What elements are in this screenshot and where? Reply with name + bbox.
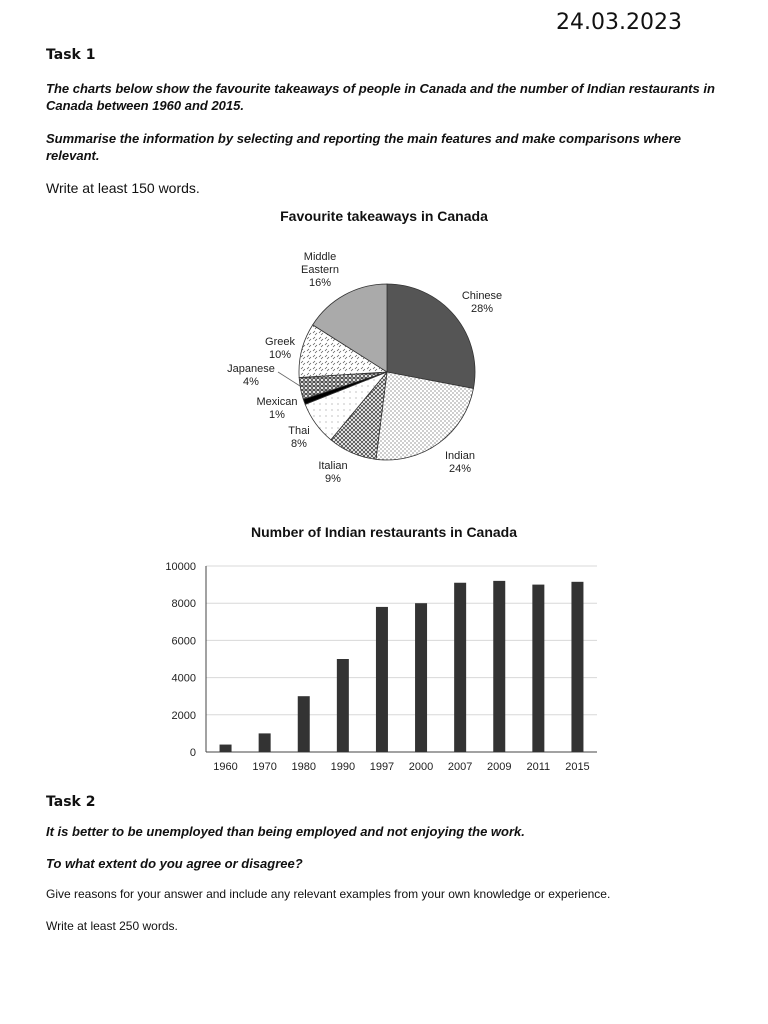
pie-label-greek: Greek <box>265 336 295 348</box>
pie-label-middle-eastern-2: Eastern <box>301 264 339 276</box>
pie-label-mexican: Mexican <box>256 396 298 408</box>
bar-xtick-1990: 1990 <box>330 761 356 773</box>
bar-ytick-10000: 10000 <box>165 561 196 573</box>
pie-pct-japanese: 4% <box>243 376 259 388</box>
bar-1997 <box>376 607 388 752</box>
pie-label-japanese: Japanese <box>227 363 275 375</box>
pie-chart-title: Favourite takeaways in Canada <box>280 208 488 224</box>
pie-pct-thai: 8% <box>291 438 307 450</box>
bar-ytick-0: 0 <box>189 747 196 759</box>
task2-question: To what extent do you agree or disagree? <box>46 856 303 871</box>
bar-xtick-1980: 1980 <box>291 761 316 773</box>
bar-2000 <box>415 603 427 752</box>
bar-ytick-8000: 8000 <box>171 598 196 611</box>
bar-2011 <box>532 585 544 752</box>
bar-xtick-1997: 1997 <box>369 761 395 773</box>
pie-label-indian: Indian <box>445 450 475 462</box>
pie-pct-italian: 9% <box>325 473 341 485</box>
bar-xtick-1970: 1970 <box>252 761 277 773</box>
bar-1990 <box>337 659 349 752</box>
bar-xtick-2000: 2000 <box>408 761 434 773</box>
bar-ytick-2000: 2000 <box>171 709 196 722</box>
bar-xtick-2015: 2015 <box>565 761 590 773</box>
bar-ytick-4000: 4000 <box>171 672 196 685</box>
pie-label-chinese: Chinese <box>461 290 503 302</box>
bar-ytick-6000: 6000 <box>171 635 196 648</box>
bar-1980 <box>298 696 310 752</box>
pie-label-italian: Italian <box>318 460 348 472</box>
pie-pct-middle-eastern: 16% <box>308 277 332 289</box>
task2-heading: Task 2 <box>46 794 96 810</box>
pie-pct-mexican: 1% <box>269 409 285 421</box>
task2-word-count: Write at least 250 words. <box>46 919 178 933</box>
task1-prompt: The charts below show the favourite takeaways of people in Canada and the number of Indian restaurants in Canada between 1960 and 2015. <box>46 81 715 113</box>
pie-label-thai: Thai <box>288 425 310 437</box>
bar-2009 <box>493 581 505 752</box>
pie-pct-greek: 10% <box>268 349 292 361</box>
bar-1960 <box>220 745 232 752</box>
bar-1970 <box>259 733 271 752</box>
bar-chart-title: Number of Indian restaurants in Canada <box>250 524 518 540</box>
bar-xtick-1960: 1960 <box>213 761 238 773</box>
task1-instruction: Summarise the information by selecting and reporting the main features and make comparisons where relevant. <box>46 131 681 163</box>
bar-xtick-2007: 2007 <box>447 761 473 773</box>
bar-2015 <box>571 582 583 752</box>
task1-word-count: Write at least 150 words. <box>46 180 200 196</box>
task1-heading: Task 1 <box>46 47 96 63</box>
pie-pct-chinese: 28% <box>470 303 494 315</box>
pie-label-middle-eastern-1: Middle <box>303 251 337 263</box>
task2-statement: It is better to be unemployed than being employed and not enjoying the work. <box>46 824 525 839</box>
date-heading: 24.03.2023 <box>556 10 682 35</box>
task2-guidance: Give reasons for your answer and include any relevant examples from your own knowledge or experience. <box>46 887 611 901</box>
pie-pct-indian: 24% <box>448 463 472 475</box>
bar-xtick-2011: 2011 <box>526 761 551 773</box>
bar-2007 <box>454 583 466 752</box>
bar-xtick-2009: 2009 <box>487 761 512 773</box>
